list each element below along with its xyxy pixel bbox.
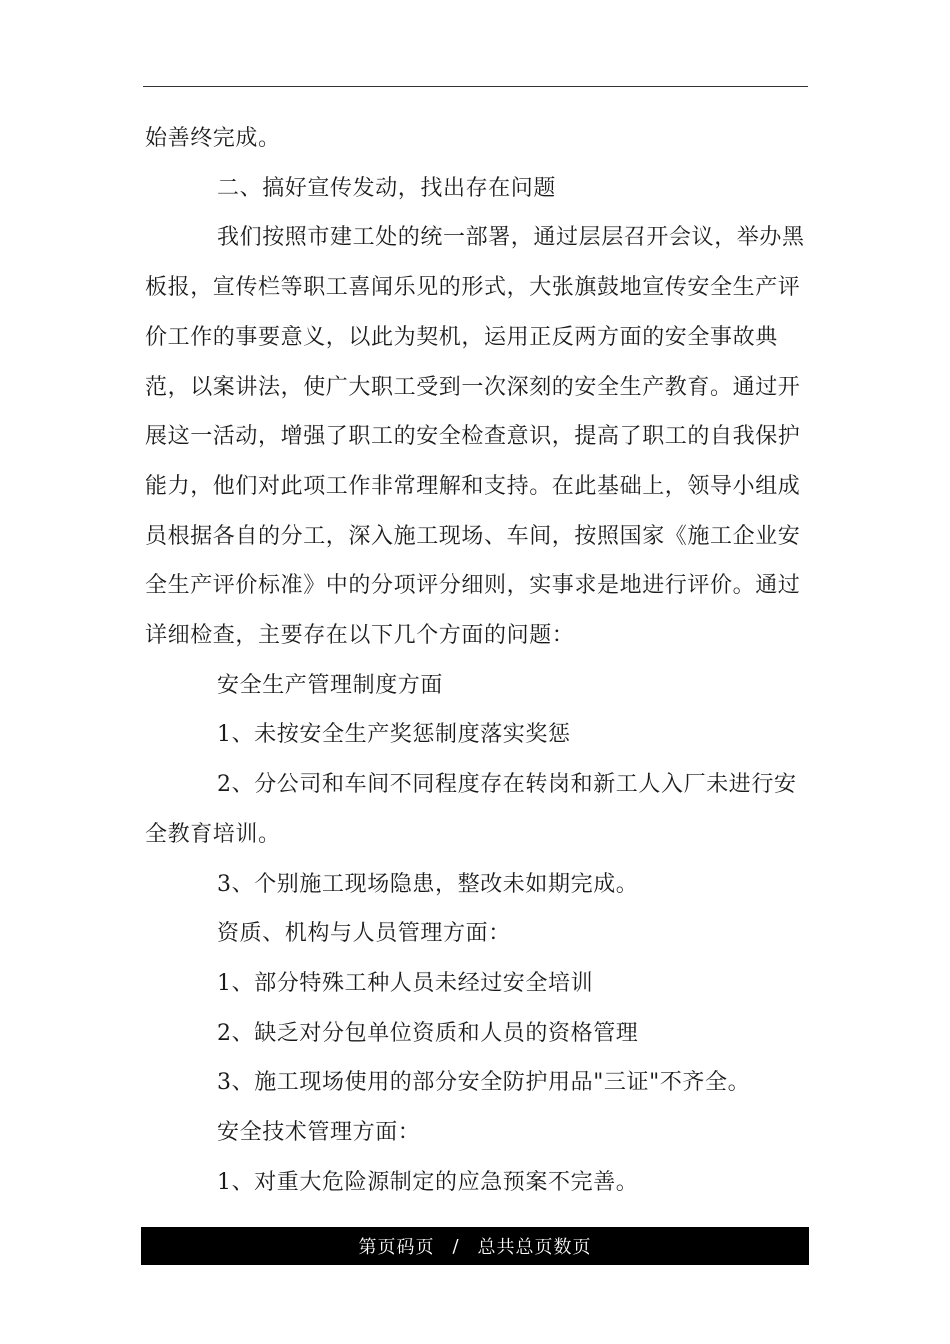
document-body bbox=[145, 114, 810, 1207]
subsection-heading-technical: 安全技术管理方面： bbox=[217, 1120, 421, 1146]
page-footer bbox=[141, 1227, 809, 1265]
footer-separator: / bbox=[452, 1235, 460, 1257]
subsection-heading-qualification: 资质、机构与人员管理方面： bbox=[217, 921, 511, 947]
header-rule bbox=[143, 86, 808, 87]
total-pages-label: 总共总页数页 bbox=[477, 1237, 592, 1258]
list-item: 3、施工现场使用的部分安全防护用品"三证"不齐全。 bbox=[217, 1070, 751, 1096]
list-item: 2、分公司和车间不同程度存在转岗和新工人入厂未进行安全教育培训。 bbox=[145, 772, 797, 847]
subsection-heading-safety-system: 安全生产管理制度方面 bbox=[217, 672, 444, 698]
list-item: 1、部分特殊工种人员未经过安全培训 bbox=[217, 970, 594, 996]
paragraph-continuation: 始善终完成。 bbox=[145, 126, 281, 151]
list-item: 3、个别施工现场隐患，整改未如期完成。 bbox=[217, 871, 639, 897]
list-item: 1、对重大危险源制定的应急预案不完善。 bbox=[217, 1169, 639, 1195]
list-item: 2、缺乏对分包单位资质和人员的资格管理 bbox=[217, 1020, 639, 1046]
paragraph-main: 我们按照市建工处的统一部署，通过层层召开会议，举办黑板报，宣传栏等职工喜闻乐见的形式，大张旗鼓地宣传安全生产评价工作的事要意义，以此为契机，运用正反两方面的安全事故典范，以案讲法，使广大职工受到一次深刻的安全生产教育。通过开展这一活动，增强了职工的安全检查意识，提高了职工的自我保护能力，他们对此项工作非常理解和支持。在此基础上，领导小组成员根据各自的分工，深入施工现场、车间，按照国家《施工企业安全生产评价标准》中的分项评分细则，实事求是地进行评价。通过详细检查，主要存在以下几个方面的问题： bbox=[145, 225, 805, 649]
section-heading-2: 二、搞好宣传发动，找出存在问题 bbox=[217, 175, 557, 201]
list-item: 1、未按安全生产奖惩制度落实奖惩 bbox=[217, 722, 571, 748]
page-number-label: 第页码页 bbox=[358, 1237, 435, 1258]
